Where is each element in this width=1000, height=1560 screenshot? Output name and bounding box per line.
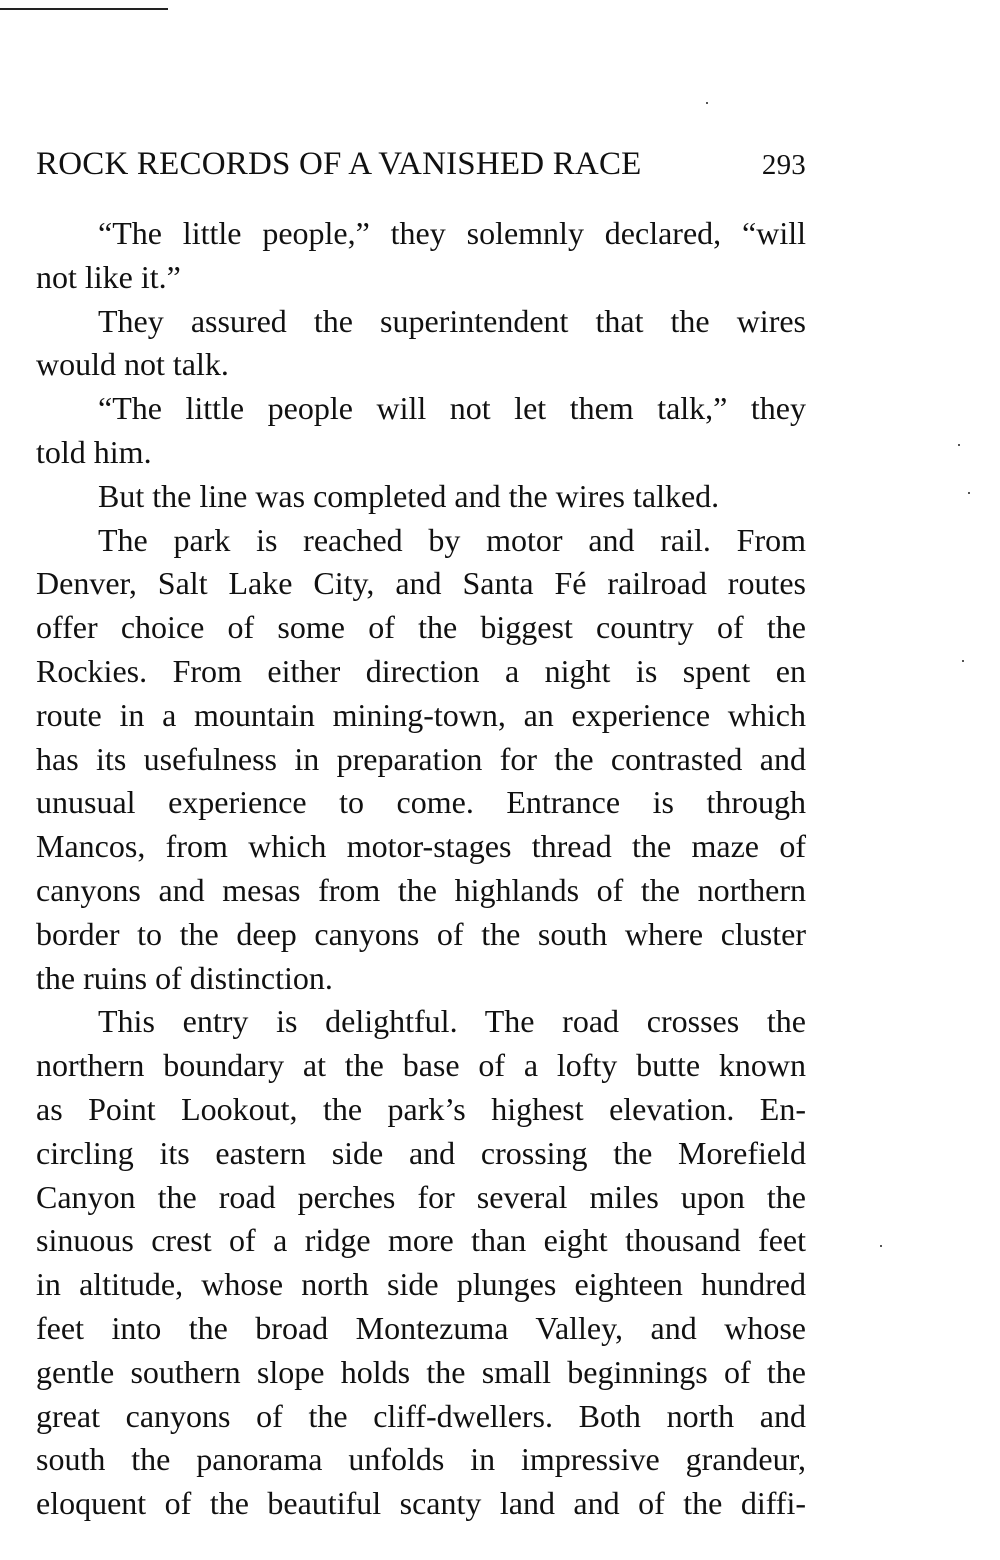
text-line: gentle southern slope holds the small beginnings of the [36,1353,806,1390]
running-header [36,146,806,183]
paragraph [36,475,806,519]
text-line: “The little people,” they solemnly declared, “will [98,215,806,251]
paragraph [36,300,806,388]
text-line: canyons and mesas from the highlands of the northern [36,871,806,908]
text-line: has its usefulness in preparation for the contrasted and [36,740,806,777]
text-line: route in a mountain mining-town, an experience which [36,696,806,733]
paragraph [36,212,806,300]
text-line: sinuous crest of a ridge more than eight thousand feet [36,1222,806,1259]
text-line: Canyon the road perches for several miles upon the [36,1178,806,1215]
text-line: not like it.” [36,258,181,295]
paragraph [36,387,806,475]
scan-speck [880,1245,882,1247]
text-line: great canyons of the cliff-dwellers. Both north and [36,1397,806,1434]
paragraph [36,519,806,1001]
text-line: They assured the superintendent that the wires [98,302,806,339]
text-line: eloquent of the beautiful scanty land and of the diffi- [36,1485,806,1522]
text-line: circling its eastern side and crossing the Morefield [36,1134,806,1171]
scan-speck [706,102,708,104]
text-line: This entry is delightful. The road crosses the [98,1003,806,1040]
text-line: unusual experience to come. Entrance is through [36,784,806,821]
text-line: northern boundary at the base of a lofty butte known [36,1047,806,1084]
text-line: Denver, Salt Lake City, and Santa Fé railroad routes [36,565,806,602]
paragraph [36,1000,806,1526]
text-line: south the panorama unfolds in impressive grandeur, [36,1441,806,1478]
text-line: offer choice of some of the biggest country of the [36,609,806,646]
text-line: The park is reached by motor and rail. From [98,521,806,558]
text-line: border to the deep canyons of the south where cluster [36,915,806,952]
text-line: Mancos, from which motor-stages thread the maze of [36,828,806,865]
top-rule [0,8,168,10]
text-line: told him. [36,433,152,470]
page-number: 293 [761,149,806,181]
scan-speck [962,660,964,662]
body-text [36,212,806,1526]
scan-speck [968,492,970,494]
scan-speck [958,444,960,446]
text-line: “The little people will not let them talk,” they [98,390,806,427]
text-line: the ruins of distinction. [36,959,333,996]
text-line: as Point Lookout, the park’s highest elevation. En- [36,1090,806,1127]
text-line: in altitude, whose north side plunges eighteen hundred [36,1266,806,1303]
text-line: would not talk. [36,346,229,383]
text-line: Rockies. From either direction a night is spent en [36,652,806,689]
text-line: feet into the broad Montezuma Valley, and whose [36,1309,806,1346]
running-title: ROCK RECORDS OF A VANISHED RACE [36,146,642,182]
text-line: But the line was completed and the wires talked. [98,477,720,514]
